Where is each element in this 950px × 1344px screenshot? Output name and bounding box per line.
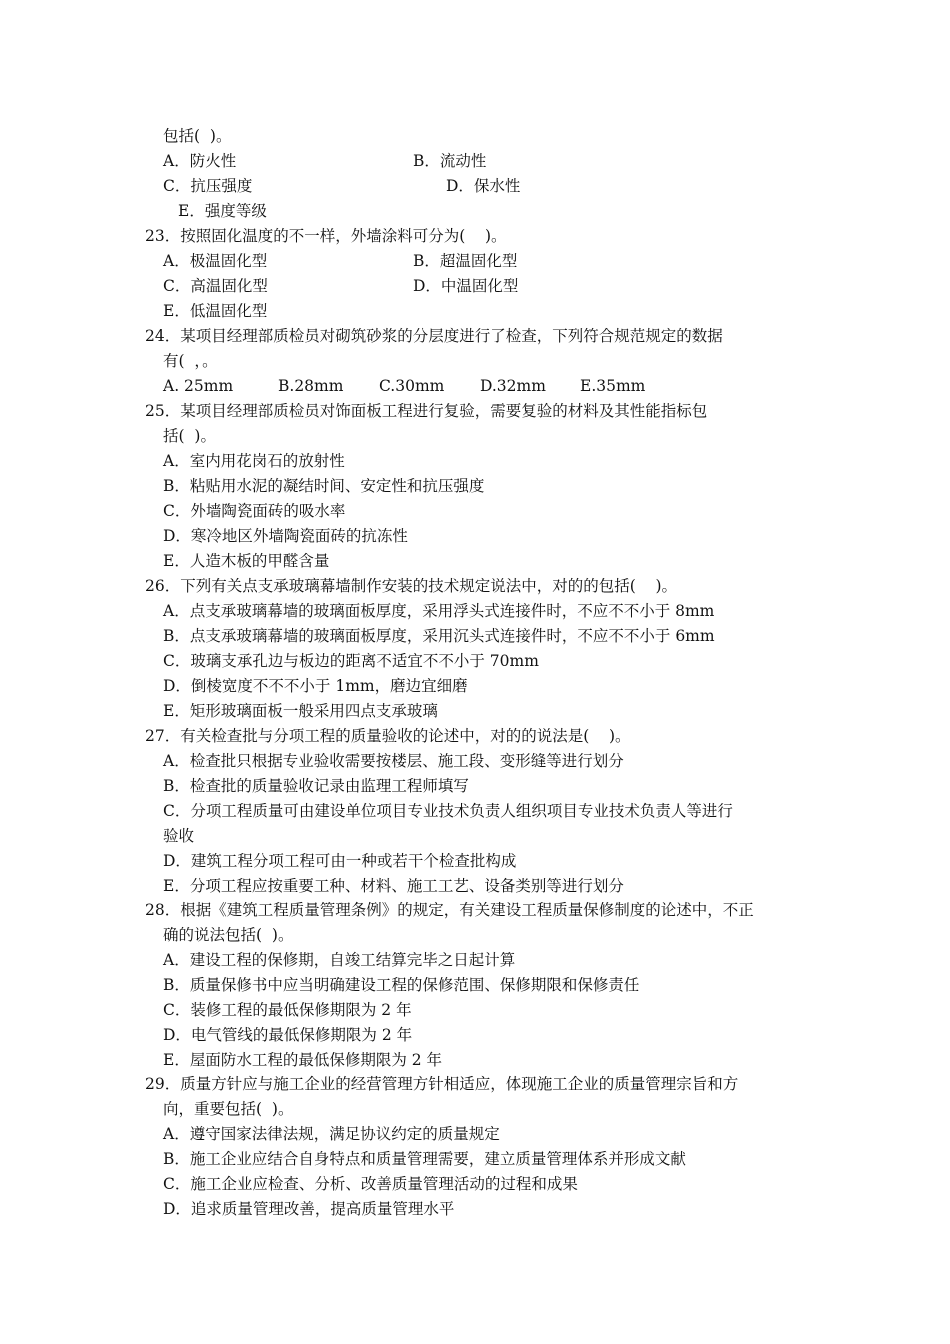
question-27-option-e: E．分项工程应按重要工种、材料、施工工艺、设备类别等进行划分 bbox=[163, 877, 624, 895]
question-25-option-a: A．室内用花岗石的放射性 bbox=[163, 452, 345, 470]
question-26-option-d: D．倒棱宽度不不不小于 1mm，磨边宜细磨 bbox=[163, 677, 468, 695]
question-25-stem-line1: 25．某项目经理部质检员对饰面板工程进行复验，需要复验的材料及其性能指标包 bbox=[145, 402, 708, 420]
question-27-option-c-line1: C．分项工程质量可由建设单位项目专业技术负责人组织项目专业技术负责人等进行 bbox=[163, 802, 733, 820]
question-22-option-c: C．抗压强度 bbox=[163, 177, 253, 195]
question-29-stem-line1: 29．质量方针应与施工企业的经营管理方针相适应，体现施工企业的质量管理宗旨和方 bbox=[145, 1075, 739, 1093]
question-23-stem: 23．按照固化温度的不一样，外墙涂料可分为( )。 bbox=[145, 227, 507, 245]
question-28-stem-line2: 确的说法包括( )。 bbox=[163, 926, 294, 944]
question-28-option-d: D．电气管线的最低保修期限为 2 年 bbox=[163, 1026, 413, 1044]
question-27-option-c-line2: 验收 bbox=[163, 827, 195, 845]
question-25-option-e: E．人造木板的甲醛含量 bbox=[163, 552, 330, 570]
question-23-option-a: A．极温固化型 bbox=[163, 252, 268, 270]
question-24-stem-line1: 24．某项目经理部质检员对砌筑砂浆的分层度进行了检查，下列符合规范规定的数据 bbox=[145, 327, 723, 345]
question-26-option-e: E．矩形玻璃面板一般采用四点支承玻璃 bbox=[163, 702, 438, 720]
question-24-option-a: A. 25mm bbox=[163, 377, 234, 395]
question-25-option-b: B．粘贴用水泥的凝结时间、安定性和抗压强度 bbox=[163, 477, 485, 495]
question-25-stem-line2: 括( )。 bbox=[163, 427, 216, 445]
question-24-option-e: E.35mm bbox=[580, 377, 646, 395]
question-27-option-d: D．建筑工程分项工程可由一种或若干个检查批构成 bbox=[163, 852, 517, 870]
question-29-option-b: B．施工企业应结合自身特点和质量管理需要，建立质量管理体系并形成文献 bbox=[163, 1150, 686, 1168]
question-28-option-b: B．质量保修书中应当明确建设工程的保修范围、保修期限和保修责任 bbox=[163, 976, 640, 994]
question-29-option-c: C．施工企业应检查、分析、改善质量管理活动的过程和成果 bbox=[163, 1175, 578, 1193]
question-26-option-c: C．玻璃支承孔边与板边的距离不适宜不不小于 70mm bbox=[163, 652, 539, 670]
question-26-option-b: B．点支承玻璃幕墙的玻璃面板厚度，采用沉头式连接件时，不应不不小于 6mm bbox=[163, 627, 715, 645]
question-28-option-c: C．装修工程的最低保修期限为 2 年 bbox=[163, 1001, 412, 1019]
question-22-option-d: D．保水性 bbox=[446, 177, 521, 195]
question-24-option-b: B.28mm bbox=[278, 377, 344, 395]
question-25-option-c: C．外墙陶瓷面砖的吸水率 bbox=[163, 502, 346, 520]
question-24-stem-line2: 有( ，。 bbox=[163, 352, 218, 370]
question-27-option-b: B．检查批的质量验收记录由监理工程师填写 bbox=[163, 777, 469, 795]
question-28-option-a: A．建设工程的保修期，自竣工结算完毕之日起计算 bbox=[163, 951, 516, 969]
question-22-stem-tail: 包括( )。 bbox=[163, 127, 232, 145]
question-24-option-c: C.30mm bbox=[379, 377, 445, 395]
question-22-option-e: E．强度等级 bbox=[178, 202, 267, 220]
question-23-option-c: C．高温固化型 bbox=[163, 277, 268, 295]
question-24-option-d: D.32mm bbox=[480, 377, 546, 395]
question-29-stem-line2: 向，重要包括( )。 bbox=[163, 1100, 294, 1118]
question-25-option-d: D．寒冷地区外墙陶瓷面砖的抗冻性 bbox=[163, 527, 408, 545]
question-27-stem: 27．有关检查批与分项工程的质量验收的论述中，对的的说法是( )。 bbox=[145, 727, 631, 745]
question-26-option-a: A．点支承玻璃幕墙的玻璃面板厚度，采用浮头式连接件时，不应不不小于 8mm bbox=[163, 602, 715, 620]
question-23-option-e: E．低温固化型 bbox=[163, 302, 268, 320]
question-29-option-d: D．追求质量管理改善，提高质量管理水平 bbox=[163, 1200, 455, 1218]
question-23-option-b: B．超温固化型 bbox=[413, 252, 518, 270]
question-22-option-b: B．流动性 bbox=[413, 152, 487, 170]
question-28-option-e: E．屋面防水工程的最低保修期限为 2 年 bbox=[163, 1051, 443, 1069]
question-29-option-a: A．遵守国家法律法规，满足协议约定的质量规定 bbox=[163, 1125, 500, 1143]
question-28-stem-line1: 28．根据《建筑工程质量管理条例》的规定，有关建设工程质量保修制度的论述中，不正 bbox=[145, 901, 754, 919]
question-26-stem: 26．下列有关点支承玻璃幕墙制作安装的技术规定说法中，对的的包括( )。 bbox=[145, 577, 678, 595]
question-23-option-d: D．中温固化型 bbox=[413, 277, 519, 295]
question-27-option-a: A．检查批只根据专业验收需要按楼层、施工段、变形缝等进行划分 bbox=[163, 752, 624, 770]
question-22-option-a: A．防火性 bbox=[163, 152, 237, 170]
